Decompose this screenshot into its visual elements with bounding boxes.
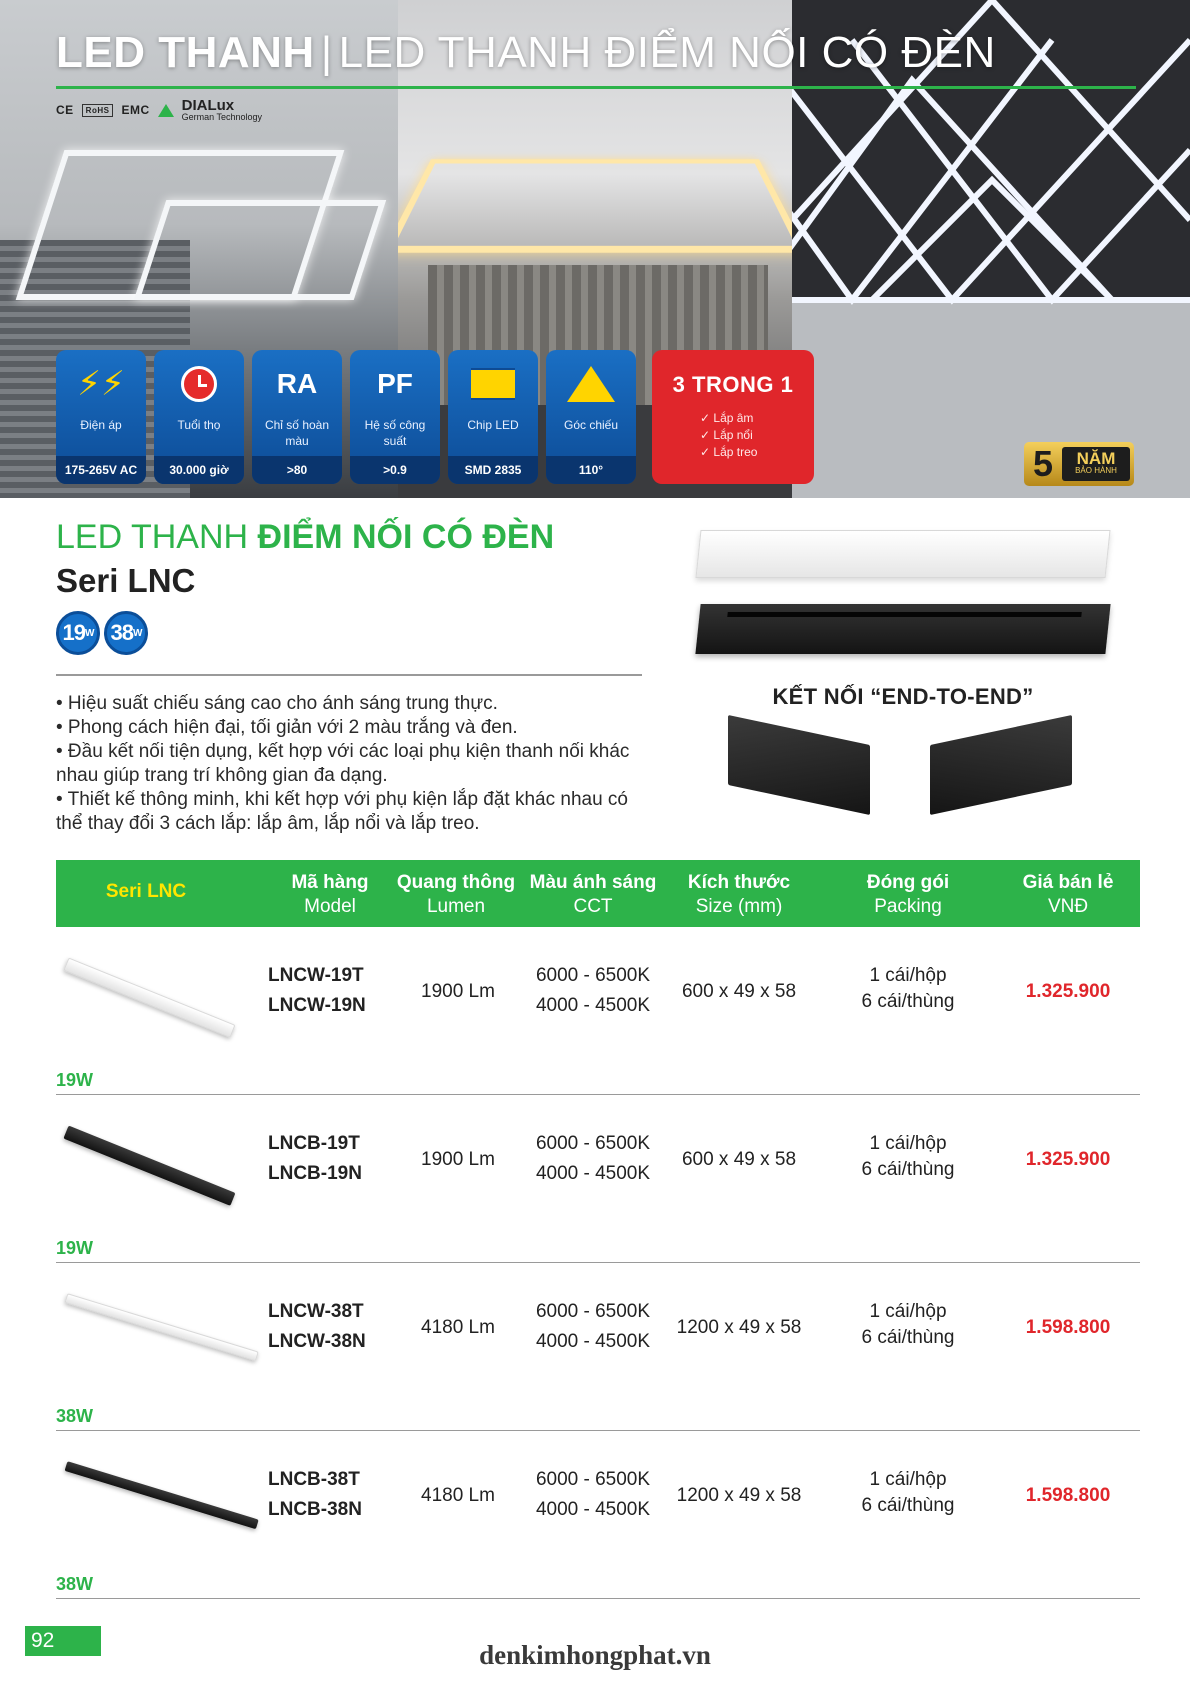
ra-icon: RA — [276, 368, 318, 399]
model-cell: LNCB-38T LNCB-38N — [268, 1469, 362, 1520]
column-header-size: Kích thước Size (mm) — [687, 872, 791, 917]
emc-mark: EMC — [121, 103, 150, 117]
website-watermark: denkimhongphat.vn — [479, 1640, 711, 1670]
hero-title: LED THANH | LED THANH ĐIỂM NỐI CÓ ĐÈN — [56, 28, 996, 77]
feature-cri: RA Chỉ số hoàn màu >80 — [252, 350, 342, 484]
price-cell: 1.598.800 — [1025, 1317, 1111, 1338]
product-thumbnail — [65, 1461, 259, 1529]
row-wattage: 19W — [56, 1238, 94, 1258]
cct-cell: 6000 - 6500K 4000 - 4500K — [535, 965, 651, 1016]
cct-cell: 6000 - 6500K 4000 - 4500K — [535, 1301, 651, 1352]
chip-icon — [471, 368, 515, 400]
column-header-lumen: Quang thông Lumen — [396, 872, 516, 917]
bullet-item: • Hiệu suất chiếu sáng cao cho ánh sáng trung thực. — [56, 693, 498, 714]
packing-cell: 1 cái/hộp 6 cái/thùng — [861, 1133, 955, 1180]
feature-voltage: ⚡⚡ Điện áp 175-265V AC — [56, 350, 146, 484]
connect-title: KẾT NỐI “END-TO-END” — [772, 684, 1034, 709]
pf-icon: PF — [377, 368, 413, 399]
rohs-mark: RoHS — [82, 104, 114, 117]
table-row — [56, 927, 1140, 1095]
table-row — [56, 1431, 1140, 1599]
feature-power-factor: PF Hệ số công suất >0.9 — [350, 350, 440, 484]
mount-option: ✓ Lắp treo — [700, 445, 758, 459]
connector-left-image — [728, 715, 870, 815]
feature-badges — [56, 350, 636, 484]
clock-icon — [181, 366, 217, 402]
column-header-model: Mã hàng Model — [291, 872, 369, 917]
size-cell: 600 x 49 x 58 — [681, 981, 797, 1002]
row-wattage: 19W — [56, 1070, 94, 1090]
price-cell: 1.325.900 — [1025, 981, 1111, 1002]
price-cell: 1.325.900 — [1025, 1149, 1111, 1170]
page-number: 92 — [25, 1626, 101, 1656]
three-in-one-badge: 3 TRONG 1 ✓ Lắp âm ✓ Lắp nổi ✓ Lắp treo — [652, 350, 814, 484]
packing-cell: 1 cái/hộp 6 cái/thùng — [861, 1469, 955, 1516]
size-cell: 1200 x 49 x 58 — [676, 1317, 802, 1338]
mount-option: ✓ Lắp nổi — [700, 428, 753, 442]
hero-banner — [0, 0, 1190, 498]
product-title: LED THANH ĐIỂM NỐI CÓ ĐÈN — [56, 518, 555, 556]
series-header: Seri LNC — [105, 881, 187, 902]
black-led-bar-image — [695, 604, 1110, 654]
model-cell: LNCW-19T LNCW-19N — [268, 965, 366, 1016]
cct-cell: 6000 - 6500K 4000 - 4500K — [535, 1133, 651, 1184]
bullet-item: • Đầu kết nối tiện dụng, kết hợp với các loại phụ kiện thanh nối khác nhau giúp trang trí không gian đa dạng. — [56, 741, 630, 786]
table-row — [56, 1095, 1140, 1263]
ce-mark: CE — [56, 103, 74, 117]
feature-chip: Chip LED SMD 2835 — [448, 350, 538, 484]
beam-angle-icon — [567, 366, 615, 402]
product-thumbnail — [65, 1293, 259, 1361]
lumen-cell: 4180 Lm — [421, 1317, 495, 1338]
column-header-cct: Màu ánh sáng CCT — [529, 872, 657, 917]
light-frame — [134, 200, 386, 300]
column-header-packing: Đóng gói Packing — [866, 872, 950, 917]
lumen-cell: 4180 Lm — [421, 1485, 495, 1506]
connector-right-image — [930, 715, 1072, 815]
dialux-icon — [158, 104, 174, 117]
dialux-logo: DIALux German Technology — [181, 97, 263, 122]
wattage-badge: 38 W — [104, 611, 148, 655]
model-cell: LNCW-38T LNCW-38N — [268, 1301, 366, 1352]
bullet-item: • Thiết kế thông minh, khi kết hợp với phụ kiện lắp đặt khác nhau có thể thay đổi 3 cách lắp: lắp âm, lắp nổi và lắp treo. — [56, 789, 629, 834]
size-cell: 600 x 49 x 58 — [681, 1149, 797, 1170]
feature-lifespan: Tuổi thọ 30.000 giờ — [154, 350, 244, 484]
lightning-icon: ⚡⚡ — [77, 365, 125, 403]
lumen-cell: 1900 Lm — [421, 981, 495, 1002]
table-row — [56, 1263, 1140, 1431]
product-thumbnail — [63, 958, 235, 1038]
row-divider — [56, 1598, 1140, 1599]
lumen-cell: 1900 Lm — [421, 1149, 495, 1170]
row-wattage: 38W — [56, 1406, 94, 1426]
wattage-badges — [56, 611, 148, 655]
price-table-header — [56, 860, 1140, 927]
feature-beam-angle: Góc chiếu 110° — [546, 350, 636, 484]
model-cell: LNCB-19T LNCB-19N — [268, 1133, 362, 1184]
hero-divider — [56, 86, 1136, 89]
packing-cell: 1 cái/hộp 6 cái/thùng — [861, 965, 955, 1012]
white-led-bar-image — [695, 530, 1110, 578]
price-cell: 1.598.800 — [1025, 1485, 1111, 1506]
wattage-badge: 19 W — [56, 611, 100, 655]
certifications — [56, 98, 262, 122]
mount-option: ✓ Lắp âm — [700, 411, 754, 425]
cove-light — [398, 159, 792, 252]
packing-cell: 1 cái/hộp 6 cái/thùng — [861, 1301, 955, 1348]
product-thumbnail — [63, 1126, 235, 1206]
size-cell: 1200 x 49 x 58 — [676, 1485, 802, 1506]
cct-cell: 6000 - 6500K 4000 - 4500K — [535, 1469, 651, 1520]
bullet-item: • Phong cách hiện đại, tối giản với 2 màu trắng và đen. — [56, 717, 518, 738]
row-wattage: 38W — [56, 1574, 94, 1594]
warranty-badge: 5 NĂM BẢO HÀNH — [1024, 442, 1134, 486]
divider — [56, 674, 642, 676]
series-name: Seri LNC — [56, 562, 196, 599]
feature-bullets — [56, 692, 656, 836]
column-header-price: Giá bán lẻ VNĐ — [1022, 872, 1114, 917]
